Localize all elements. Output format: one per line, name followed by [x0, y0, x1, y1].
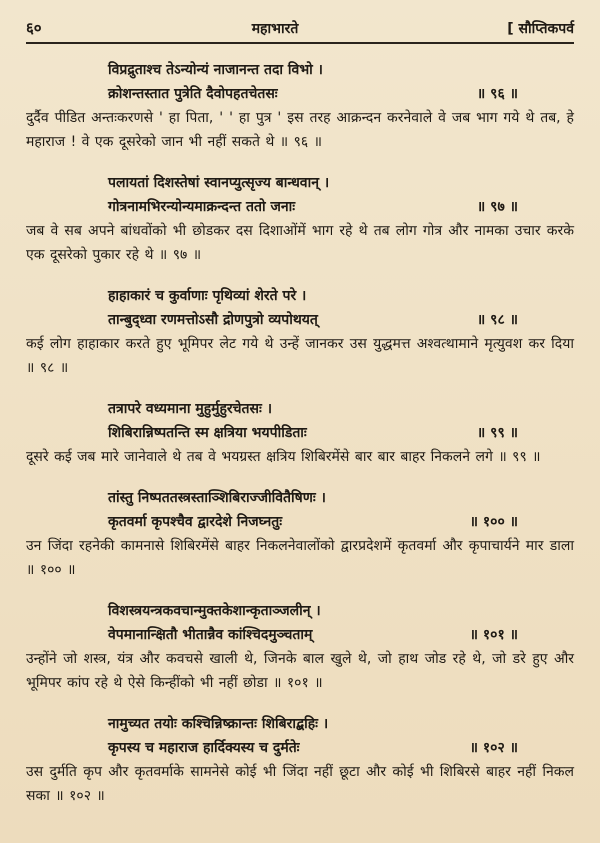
translation: जब वे सब अपने बांधवोंको भी छोडकर दस दिशाओंमें भाग रहे थे तब लोग गोत्र और नामका उचार करके एक दूसरेको पुकार रहे थे ॥ ९७ ॥ [26, 223, 574, 263]
verse-number: ॥ ९९ ॥ [476, 425, 518, 441]
verse-text: शिबिरान्निष्पतन्ति स्म क्षत्रिया भयपीडिताः [108, 425, 307, 441]
translation: कई लोग हाहाकार करते हुए भूमिपर लेट गये थे उन्हें जानकर उस युद्धमत्त अश्वत्थामाने मृत्युवश कर दिया ॥ ९८ ॥ [26, 336, 574, 376]
verse-line-1: विशस्त्रयन्त्रकवचान्मुक्तकेशान्कृताञ्जलीन् । [108, 603, 321, 619]
translation: उन जिंदा रहनेकी कामनासे शिबिरमेंसे बाहर निकलनेवालोंको द्वारप्रदेशमें कृतवर्मा और कृपाचार्यने मार डाला ॥ १०० ॥ [26, 538, 574, 578]
verse-number: ॥ १०१ ॥ [469, 627, 518, 643]
translation: दुर्दैव पीडित अन्तःकरणसे ' हा पिता, ' ' हा पुत्र ' इस तरह आक्रन्दन करनेवाले वे जब भाग गये थे तब, हे महाराज ! वे एक दूसरेको जान भी नहीं सकते थे ॥ ९६ ॥ [26, 110, 574, 150]
verse-text: कृतवर्मा कृपश्चैव द्वारदेशे निजघ्नतुः [108, 514, 283, 530]
translation: उस दुर्मति कृप और कृतवर्माके सामनेसे कोई भी जिंदा नहीं छूटा और कोई भी शिबिरसे बाहर नहीं निकल सका ॥ १०२ ॥ [26, 764, 574, 804]
translation: दूसरे कई जब मारे जानेवाले थे तब वे भयग्रस्त क्षत्रिय शिबिरमेंसे बार बार बाहर निकलने लगे ॥ ९९ ॥ [26, 449, 541, 465]
verse-block-102 [26, 712, 574, 808]
verse-line-1: हाहाकारं च कुर्वाणाः पृथिव्यां शेरते परे । [108, 288, 307, 304]
verse-block-99 [26, 397, 574, 469]
verse-line-2 [26, 308, 574, 332]
verse-line-2 [26, 510, 574, 534]
verse-number: ॥ ९८ ॥ [476, 312, 518, 328]
verse-line-1: विप्रद्रुताश्च तेऽन्योन्यं नाजानन्त तदा विभो । [108, 62, 323, 78]
verse-text: गोत्रनामभिरन्योन्यमाक्रन्दन्त ततो जनाः [108, 199, 296, 215]
verse-number: ॥ १०२ ॥ [469, 740, 518, 756]
verse-text: क्रोशन्तस्तात पुत्रेति दैवोपहतचेतसः [108, 86, 278, 102]
verse-line-2 [26, 195, 574, 219]
parva-title: [ सौप्तिकपर्व [507, 21, 574, 37]
verse-text: तान्बुद्ध्वा रणमत्तोऽसौ द्रोणपुत्रो व्यपोथयत् [108, 312, 318, 328]
verse-number: ॥ ९७ ॥ [476, 199, 518, 215]
verse-line-2 [26, 736, 574, 760]
verse-text: वेपमानान्क्षितौ भीतान्नैव कांश्चिदमुञ्चताम् [108, 627, 313, 643]
verse-block-101 [26, 599, 574, 695]
verse-number: ॥ १०० ॥ [469, 514, 518, 530]
verse-line-1: तांस्तु निष्पततस्त्रस्ताञ्शिबिराज्जीवितैषिणः । [108, 490, 326, 506]
verse-block-96 [26, 58, 574, 154]
verse-line-2 [26, 82, 574, 106]
verse-number: ॥ ९६ ॥ [476, 86, 518, 102]
verse-block-97 [26, 171, 574, 267]
verse-line-2 [26, 421, 574, 445]
book-title: महाभारते [251, 21, 299, 37]
verse-block-100 [26, 486, 574, 582]
verse-line-1: पलायतां दिशस्तेषां स्वानप्युत्सृज्य बान्धवान् । [108, 175, 330, 191]
verse-line-1: तत्रापरे वध्यमाना मुहुर्मुहुरचेतसः । [108, 401, 273, 417]
translation: उन्होंने जो शस्त्र, यंत्र और कवचसे खाली थे, जिनके बाल खुले थे, जो हाथ जोड रहे थे, जो डरे हुए और भूमिपर कांप रहे थे ऐसे किन्हींको भी नहीं छोडा ॥ १०१ ॥ [26, 651, 574, 691]
verse-text: कृपस्य च महाराज हार्दिक्यस्य च दुर्मतेः [108, 740, 300, 756]
verse-line-1: नामुच्यत तयोः कश्चिन्निष्क्रान्तः शिबिराद्बहिः । [108, 716, 329, 732]
page-number: ६० [26, 19, 42, 37]
verse-block-98 [26, 284, 574, 380]
verse-line-2 [26, 623, 574, 647]
page-header [26, 14, 574, 44]
